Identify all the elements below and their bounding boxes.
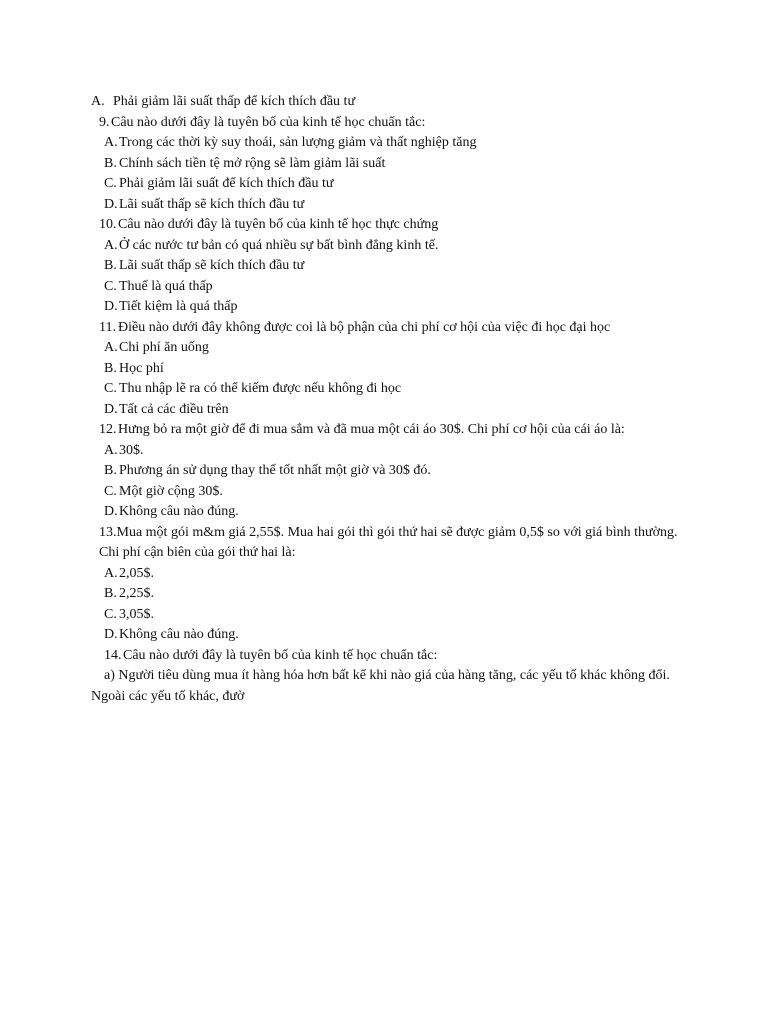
option-label: A. (104, 565, 118, 581)
option-text: Phải giảm lãi suất để kích thích đầu tư (119, 176, 334, 191)
option-text: Người tiêu dùng mua ít hàng hóa hơn bất kể khi nào giá của hàng tăng, các yếu tố khác không đổi. (118, 668, 670, 683)
option-text: Lãi suất thấp sẽ kích thích đầu tư (119, 258, 305, 273)
option-item (0, 359, 768, 380)
question-number: 9. (99, 114, 110, 130)
option-item (0, 564, 768, 585)
option-label: D. (104, 627, 118, 642)
option-item (0, 133, 768, 154)
intro-option (0, 92, 768, 113)
option-text: Không câu nào đúng. (119, 504, 239, 519)
option-text: 2,25$. (119, 586, 154, 601)
question-number: 12. (99, 422, 117, 437)
option-item (0, 277, 768, 298)
option-label: C. (104, 278, 117, 294)
option-text: Chi phí ăn uống (119, 340, 209, 355)
option-item (0, 338, 768, 359)
option-text: Ở các nước tư bản có quá nhiều sự bất bình đẳng kinh tế. (119, 237, 439, 253)
option-item (0, 666, 768, 687)
question-13 (0, 523, 768, 564)
option-text: 30$. (119, 442, 144, 458)
question-text: Điều nào dưới đây không được coi là bộ phận của chi phí cơ hội của việc đi học đại học (118, 319, 611, 335)
option-item (0, 256, 768, 277)
question-text: Câu nào dưới đây là tuyên bố của kinh tế học chuẩn tắc: (111, 114, 426, 130)
option-item (0, 195, 768, 216)
option-item (0, 154, 768, 175)
option-label: C. (104, 483, 117, 499)
option-text: Phương án sử dụng thay thế tốt nhất một giờ và 30$ đó. (119, 463, 431, 478)
option-item (0, 605, 768, 626)
option-text: 2,05$. (119, 565, 154, 581)
question-11 (0, 318, 768, 339)
option-label: A. (104, 442, 118, 458)
option-label: C. (104, 176, 117, 191)
option-text: Thuế là quá thấp (119, 278, 213, 294)
option-item (0, 502, 768, 523)
option-item (0, 461, 768, 482)
option-text: Thu nhập lẽ ra có thể kiếm được nếu không đi học (119, 381, 402, 396)
question-text: Mua một gói m&m giá 2,55$. Mua hai gói thì gói thứ hai sẽ được giảm 0,5$ so với giá bình thường. Chi phí cận biên của gói thứ hai là: (99, 524, 678, 560)
option-text: Học phí (119, 360, 164, 376)
question-number: 11. (99, 319, 116, 335)
option-item (0, 625, 768, 646)
document-page (0, 92, 768, 707)
option-item (0, 174, 768, 195)
question-9 (0, 113, 768, 134)
option-text: Không câu nào đúng. (119, 627, 239, 642)
option-label: D. (104, 299, 118, 314)
option-text: Một giờ cộng 30$. (119, 483, 223, 499)
option-item (0, 236, 768, 257)
question-text: Câu nào dưới đây là tuyên bố của kinh tế học thực chứng (118, 217, 439, 232)
option-label: C. (104, 606, 117, 622)
option-label: B. (104, 586, 117, 601)
option-item (0, 297, 768, 318)
option-label: A. (104, 135, 118, 150)
option-label: B. (104, 463, 117, 478)
question-text: Hưng bỏ ra một giờ để đi mua sắm và đã mua một cái áo 30$. Chi phí cơ hội của cái áo là: (118, 422, 625, 437)
option-label: D. (104, 504, 118, 519)
question-number: 13. (99, 524, 117, 540)
question-14 (0, 646, 768, 667)
option-text: Tất cả các điều trên (119, 401, 229, 417)
option-label: C. (104, 381, 117, 396)
question-number: 14. (104, 647, 122, 663)
option-label: B. (104, 155, 117, 171)
option-item (0, 400, 768, 421)
option-label: A. (104, 237, 118, 253)
option-text: Phải giảm lãi suất thấp để kích thích đầu tư (113, 94, 356, 109)
question-text: Câu nào dưới đây là tuyên bố của kinh tế học chuẩn tắc: (123, 647, 438, 663)
trailing-text: Ngoài các yếu tố khác, đườ (91, 688, 245, 704)
option-item (0, 379, 768, 400)
option-item (0, 441, 768, 462)
question-12 (0, 420, 768, 441)
option-label: B. (104, 258, 117, 273)
option-label: a) (104, 668, 115, 683)
question-10 (0, 215, 768, 236)
option-text: Tiết kiệm là quá thấp (119, 299, 238, 314)
option-item (0, 584, 768, 605)
option-text: Chính sách tiền tệ mở rộng sẽ làm giảm lãi suất (119, 155, 386, 171)
option-text: Trong các thời kỳ suy thoái, sản lượng giảm và thất nghiệp tăng (119, 135, 477, 150)
option-label: B. (104, 360, 117, 376)
option-label: D. (104, 401, 118, 417)
option-item (0, 482, 768, 503)
question-number: 10. (99, 217, 117, 232)
option-text: Lãi suất thấp sẽ kích thích đầu tư (119, 196, 305, 212)
option-label: D. (104, 196, 118, 212)
option-label: A. (91, 94, 105, 109)
option-label: A. (104, 340, 118, 355)
option-text: 3,05$. (119, 606, 154, 622)
